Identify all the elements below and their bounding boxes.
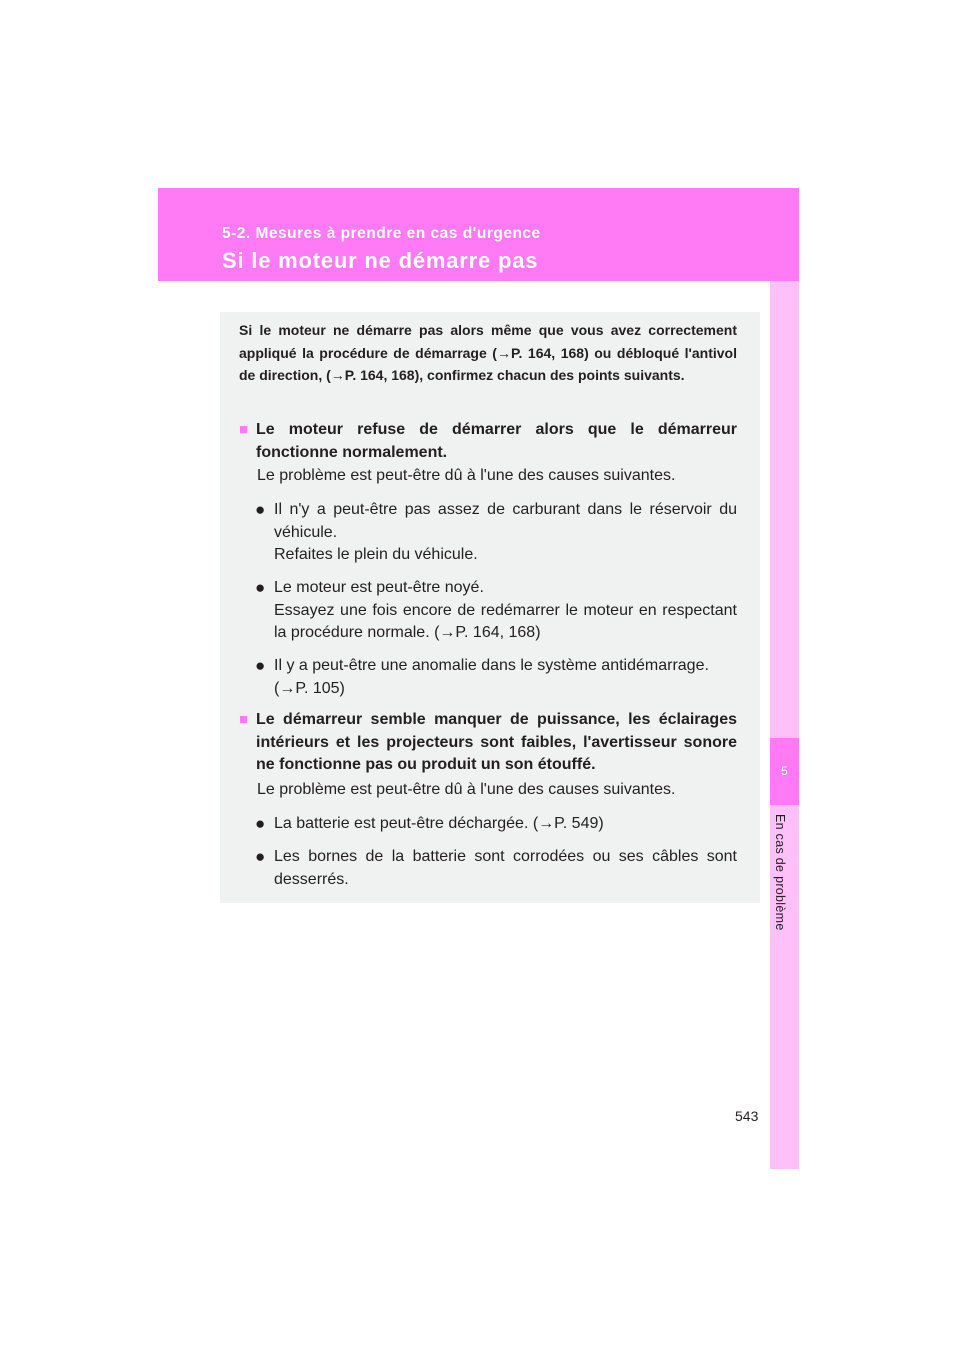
chapter-tab[interactable] (770, 738, 799, 805)
round-bullet-icon: ● (255, 847, 266, 866)
round-bullet-icon: ● (255, 656, 266, 675)
section-description: Le problème est peut-être dû à l'une des causes suivantes. (257, 781, 676, 798)
list-item (255, 846, 737, 891)
intro-text: Si le moteur ne démarre pas alors même que vous avez correctement appliqué la procédure de démarrage (→P. 164, 168) ou débloqué l'antivol de direction, (→P. 164, 168), confirmez chacun des points suivants. (239, 322, 737, 383)
page-number: 543 (735, 1108, 759, 1124)
page-header (158, 188, 799, 281)
list-item-text: Il y a peut-être une anomalie dans le système antidémarrage. (274, 657, 709, 674)
section-heading (239, 419, 737, 464)
list-item (255, 813, 737, 836)
side-strip (770, 281, 799, 1169)
square-bullet-icon: ■ (239, 421, 249, 438)
section-heading-text: Le moteur refuse de démarrer alors que le démarreur fonctionne normalement. (256, 421, 737, 461)
list-item (255, 577, 737, 645)
round-bullet-icon: ● (255, 814, 266, 833)
list-item-extra: Essayez une fois encore de redémarrer le moteur en respectant la procédure normale. (→P. 164, 168) (274, 601, 737, 641)
round-bullet-icon: ● (255, 500, 266, 519)
list-item (255, 499, 737, 567)
round-bullet-icon: ● (255, 578, 266, 597)
chapter-number: 5 (781, 764, 788, 778)
section-heading (239, 709, 737, 777)
list-item-text: Le moteur est peut-être noyé. (274, 579, 484, 596)
list-item (255, 655, 737, 700)
chapter-title: En cas de problème (773, 814, 787, 931)
list-item-text: Les bornes de la batterie sont corrodées ou ses câbles sont desserrés. (274, 848, 737, 888)
page-title: Si le moteur ne démarre pas (222, 248, 539, 273)
list-item-text: Il n'y a peut-être pas assez de carburant dans le réservoir du véhicule. (274, 501, 737, 541)
list-item-text: La batterie est peut-être déchargée. (→P. 549) (274, 815, 604, 832)
list-item-extra: Refaites le plein du véhicule. (274, 546, 478, 563)
list-item-extra: (→P. 105) (274, 679, 345, 697)
section-heading-text: Le démarreur semble manquer de puissance, les éclairages intérieurs et les projecteurs sont faibles, l'avertisseur sonore ne fonctionne pas ou produit un son étouffé. (256, 711, 737, 773)
section-description: Le problème est peut-être dû à l'une des causes suivantes. (257, 467, 676, 484)
section-label: 5-2. Mesures à prendre en cas d'urgence (222, 225, 541, 242)
square-bullet-icon: ■ (239, 711, 249, 728)
content-box (220, 312, 760, 903)
